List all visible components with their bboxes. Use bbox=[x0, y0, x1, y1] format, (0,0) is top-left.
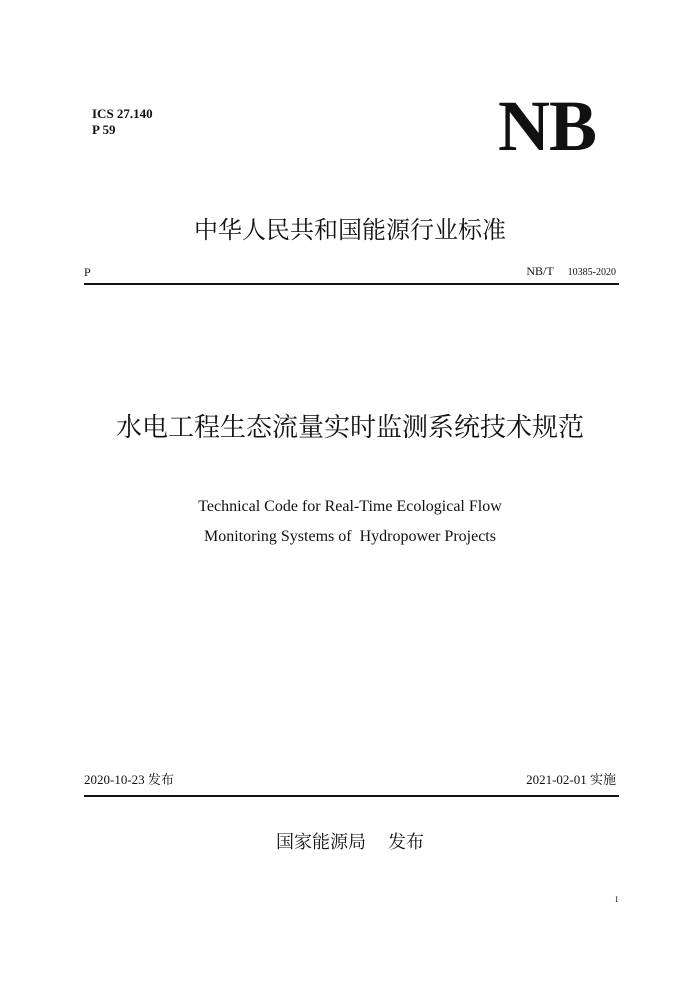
english-title-line-2: Monitoring Systems of Hydropower Projects bbox=[204, 528, 496, 545]
classification-left-code: P bbox=[84, 265, 91, 279]
standard-code bbox=[526, 263, 616, 281]
nb-logo: NB bbox=[498, 86, 597, 166]
publisher-line bbox=[0, 830, 700, 856]
publisher-name: 国家能源局 bbox=[276, 832, 366, 853]
document-title-chinese: 水电工程生态流量实时监测系统技术规范 bbox=[115, 413, 584, 443]
standard-prefix: NB/T bbox=[526, 264, 554, 278]
category-code: P 59 bbox=[92, 122, 116, 137]
standard-number: 10385-2020 bbox=[567, 267, 616, 278]
implementation-date: 2021-02-01 实施 bbox=[526, 772, 616, 787]
ministry-title: 中华人民共和国能源行业标准 bbox=[194, 216, 506, 244]
issue-date: 2020-10-23 发布 bbox=[84, 772, 174, 787]
top-divider bbox=[84, 283, 619, 285]
publisher-action: 发布 bbox=[388, 832, 424, 853]
page-number: I bbox=[615, 895, 618, 904]
ics-code: ICS 27.140 bbox=[92, 106, 153, 121]
document-title-english bbox=[0, 492, 700, 552]
bottom-divider bbox=[84, 795, 619, 797]
ics-classification bbox=[92, 106, 153, 138]
english-title-line-1: Technical Code for Real-Time Ecological Flow bbox=[198, 498, 502, 515]
